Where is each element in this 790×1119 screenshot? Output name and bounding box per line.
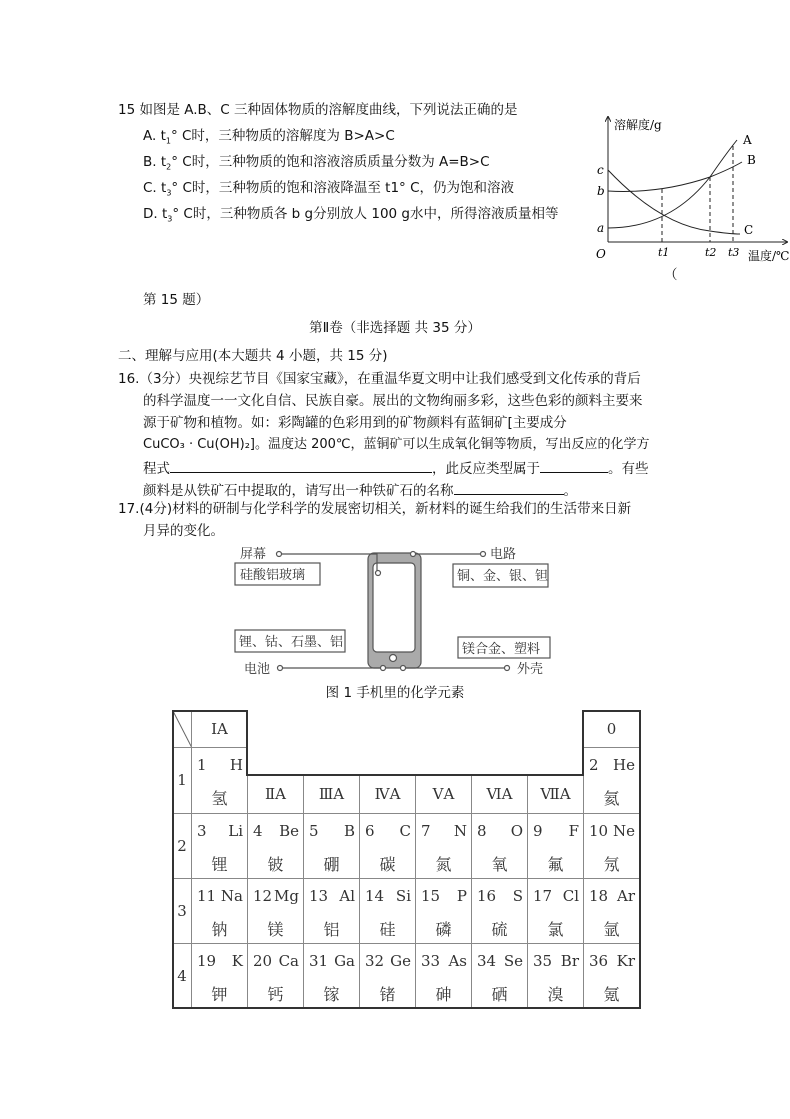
curve-B — [608, 162, 742, 191]
table-border — [246, 710, 248, 775]
table-border — [582, 710, 584, 776]
y-axis-label: 溶解度/g — [614, 118, 662, 132]
label-B: B — [747, 153, 756, 167]
element-H: 1 H 氢 — [191, 747, 248, 814]
group-header: ⅣA — [359, 775, 416, 814]
element-As: 33 As 砷 — [415, 943, 472, 1009]
q16-line: CuCO₃ · Cu(OH)₂]。温度达 200℃，蓝铜矿可以生成氧化铜等物质，写出反应的化学方 — [143, 437, 650, 452]
screen-material: 硅酸铝玻璃 — [240, 568, 306, 583]
q15-option: B. $t_2^\circ$ C时，三种物质的饱和溶液溶质质量分数为 A=B>C — [143, 154, 490, 172]
element-Mg: 12 Mg 镁 — [247, 878, 304, 944]
element-Ca: 20 Ca 钙 — [247, 943, 304, 1009]
element-Si: 14 Si 硅 — [359, 878, 416, 944]
element-Ga: 31 Ga 镓 — [303, 943, 360, 1009]
curve-A — [608, 140, 737, 228]
element-C: 6 C 碳 — [359, 813, 416, 879]
circuit-material: 铜、金、银、钽 — [457, 569, 549, 584]
element-P: 15 P 磷 — [415, 878, 472, 944]
table-border — [172, 710, 174, 1008]
equation-blank[interactable] — [170, 458, 432, 473]
period-label: 2 — [172, 813, 192, 879]
x-axis-label: 温度/℃ — [748, 249, 790, 263]
part2-title: 第Ⅱ卷（非选择题 共 35 分） — [309, 320, 481, 336]
q16-line: 颜料是从铁矿石中提取的，请写出一种铁矿石的名称 。 — [143, 480, 577, 500]
battery-label: 电池 — [244, 662, 271, 677]
solubility-graph — [590, 110, 790, 290]
q16-line: 的科学温度一一文化自信、民族自豪。展出的文物绚丽多彩，这些色彩的颜料主要来 — [143, 393, 643, 409]
tick-t1: t1 — [658, 246, 670, 259]
iron-ore-blank[interactable] — [454, 480, 564, 495]
group-header: ⅤA — [415, 775, 472, 814]
q15-caption: 第 15 题） — [143, 292, 210, 308]
element-Be: 4 Be 铍 — [247, 813, 304, 879]
shell-label: 外壳 — [517, 662, 544, 677]
element-Na: 11 Na 钠 — [191, 878, 248, 944]
battery-material: 锂、钴、石墨、铝 — [239, 635, 344, 650]
element-O: 8 O 氧 — [471, 813, 528, 879]
table-border — [172, 1007, 641, 1009]
element-Ge: 32 Ge 锗 — [359, 943, 416, 1009]
q16-line: 16.（3分）央视综艺节目《国家宝藏》，在重温华夏文明中让我们感受到文化传承的背后 — [118, 371, 641, 387]
element-S: 16 S 硫 — [471, 878, 528, 944]
screen-label: 屏幕 — [240, 547, 267, 562]
element-Ar: 18 Ar 氩 — [583, 878, 640, 944]
q16-line: 源于矿物和植物。如：彩陶罐的色彩用到的矿物颜料有蓝铜矿[主要成分 — [143, 415, 567, 431]
label-A: A — [743, 133, 752, 147]
element-Li: 3 Li 锂 — [191, 813, 248, 879]
q17-line: 月异的变化。 — [143, 523, 224, 539]
group-0-header: 0 — [583, 710, 640, 748]
section-title: 二、理解与应用(本大题共 4 小题，共 15 分) — [118, 348, 388, 364]
group-header: ⅦA — [527, 775, 584, 814]
table-corner — [172, 710, 192, 748]
table-border — [582, 710, 640, 712]
element-Cl: 17 Cl 氯 — [527, 878, 584, 944]
group-header: ⅥA — [471, 775, 528, 814]
group-header: ⅡA — [247, 775, 304, 814]
tick-t3: t3 — [728, 246, 740, 259]
q15-option: C. $t_3^\circ$ C时，三种物质的饱和溶液降温至 t1° C，仍为饱和溶液 — [143, 180, 515, 198]
circuit-label: 电路 — [490, 547, 517, 562]
element-He: 2 He 氦 — [583, 747, 640, 814]
element-Br: 35 Br 溴 — [527, 943, 584, 1009]
label-C: C — [744, 223, 754, 237]
table-border — [639, 710, 641, 1008]
element-F: 9 F 氟 — [527, 813, 584, 879]
element-N: 7 N 氮 — [415, 813, 472, 879]
tick-c: c — [597, 163, 604, 177]
element-Kr: 36 Kr 氪 — [583, 943, 640, 1009]
group-header: ⅢA — [303, 775, 360, 814]
period-label: 3 — [172, 878, 192, 944]
period-label: 4 — [172, 943, 192, 1009]
element-Al: 13 Al 铝 — [303, 878, 360, 944]
element-B: 5 B 硼 — [303, 813, 360, 879]
figure1-caption: 图 1 手机里的化学元素 — [325, 685, 465, 701]
element-K: 19 K 钾 — [191, 943, 248, 1009]
paren: （ — [664, 267, 678, 283]
phone-figure — [230, 540, 570, 680]
reaction-type-blank[interactable] — [540, 458, 608, 473]
q15-stem: 15 如图是 A.B、C 三种固体物质的溶解度曲线，下列说法正确的是 — [118, 102, 518, 118]
group-IA-header: ⅠA — [191, 710, 248, 748]
q15-option: D. $t_3^\circ$ C时，三种物质各 b g分别放人 100 g水中，所得溶液质量相等 — [143, 206, 559, 224]
origin-label: O — [596, 247, 606, 261]
q15-option: A. $t_1^\circ$ C时，三种物质的溶解度为 B>A>C — [143, 128, 395, 146]
curve-C — [608, 170, 740, 234]
shell-material: 镁合金、塑料 — [462, 642, 541, 657]
q16-line: 程式 ，此反应类型属于 。有些 — [143, 458, 649, 478]
tick-a: a — [597, 221, 605, 235]
element-Se: 34 Se 硒 — [471, 943, 528, 1009]
table-border — [246, 774, 583, 776]
q17-line: 17.(4分)材料的研制与化学科学的发展密切相关，新材料的诞生给我们的生活带来日新 — [118, 501, 632, 517]
period-label: 1 — [172, 747, 192, 814]
table-border — [172, 710, 247, 712]
tick-b: b — [597, 184, 605, 198]
tick-t2: t2 — [705, 246, 717, 259]
element-Ne: 10 Ne 氖 — [583, 813, 640, 879]
